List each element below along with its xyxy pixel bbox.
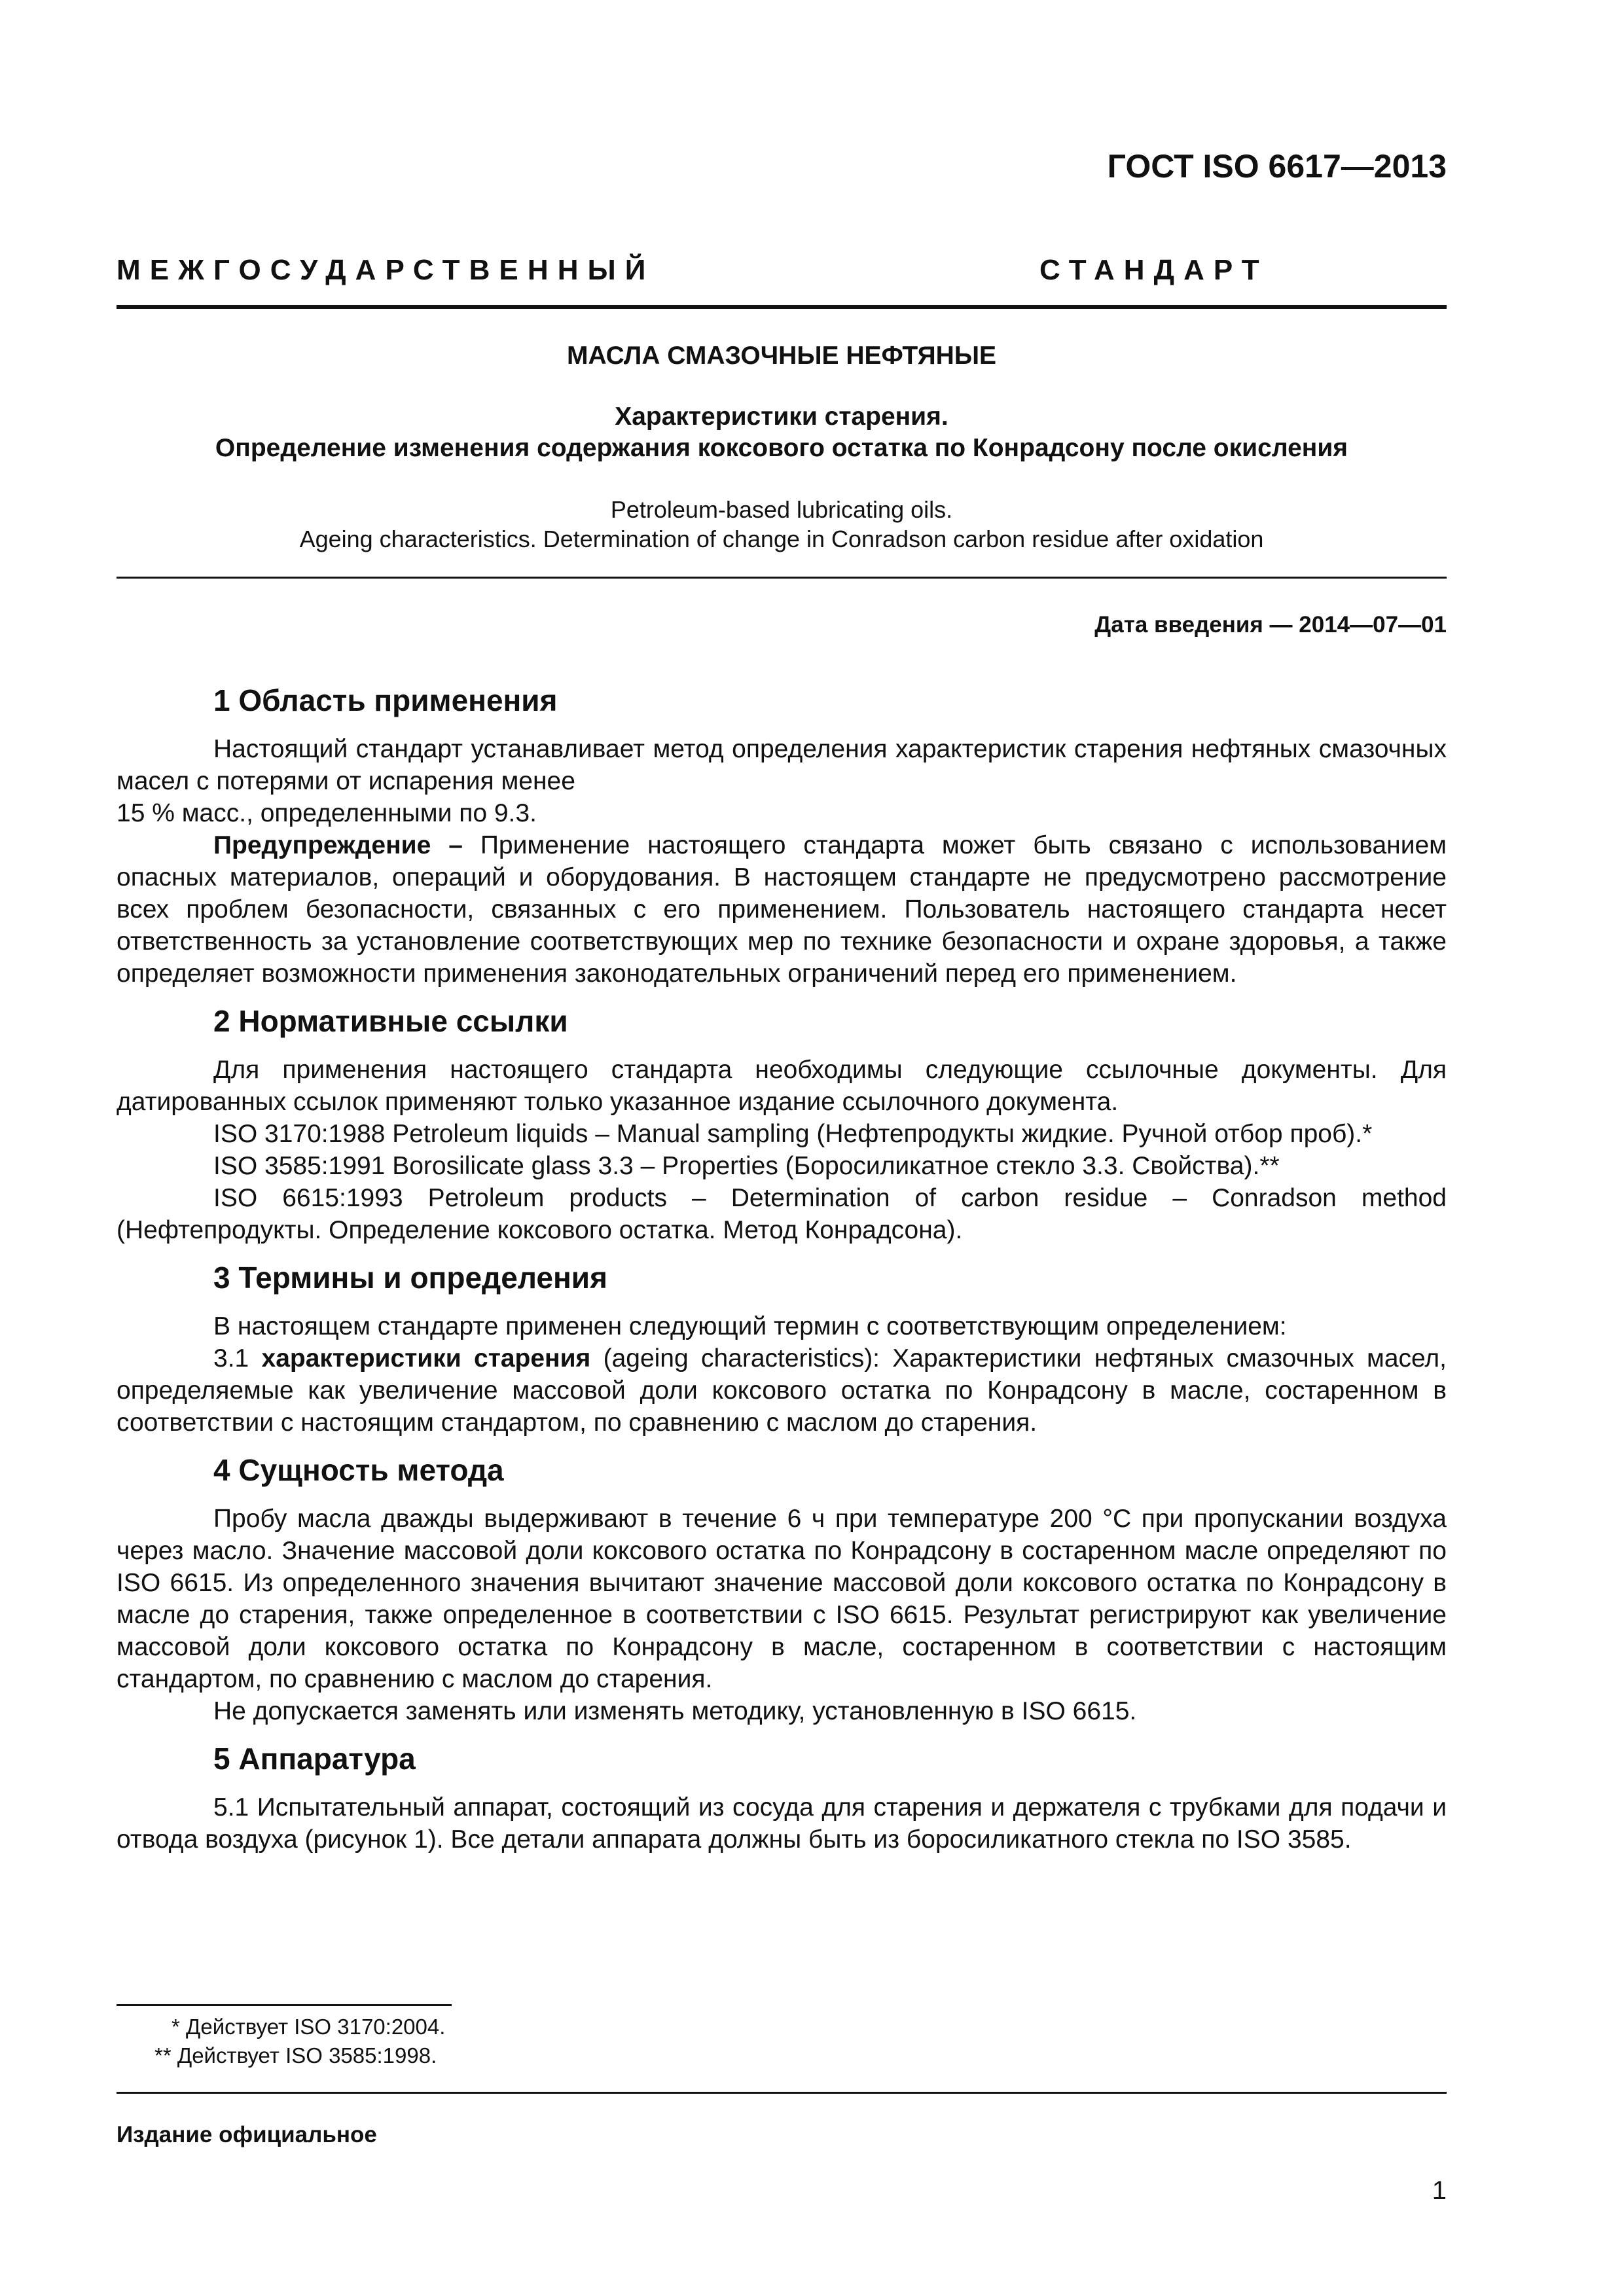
english-title-line1: Petroleum-based lubricating oils. xyxy=(610,496,953,523)
section-heading: 3 Термины и определения xyxy=(213,1261,607,1295)
standard-word: СТАНДАРТ xyxy=(1039,254,1269,286)
document-subtitle-line2: Определение изменения содержания коксового остатка по Конрадсону после окисления xyxy=(215,434,1348,462)
reference-item: ISO 6615:1993 Petroleum products – Determination of carbon residue – Conradson method (Нефтепродукты. Определение коксового остатка. Метод Конрадсона). xyxy=(117,1184,1447,1244)
section-heading: 4 Сущность метода xyxy=(213,1453,504,1487)
term-definition xyxy=(117,1342,1447,1439)
reference-item: ISO 3170:1988 Petroleum liquids – Manual sampling (Нефтепродукты жидкие. Ручной отбор проб).* xyxy=(213,1120,1373,1148)
document-title: МАСЛА СМАЗОЧНЫЕ НЕФТЯНЫЕ xyxy=(566,342,997,370)
introduction-date: Дата введения — 2014—07—01 xyxy=(1094,612,1447,637)
term-text: (ageing characteristics): Характеристики нефтяных смазочных масел, определяемые как увеличение массовой доли коксового остатка по Конрадсону в масле, состаренном в соответствии с настоящим стандартом, по сравнению с маслом до старения. xyxy=(117,1344,1447,1437)
warning-label: Предупреждение – xyxy=(213,831,463,859)
title-divider xyxy=(117,577,1447,579)
term-number: 3.1 xyxy=(213,1344,262,1372)
section-scope xyxy=(117,681,1447,990)
section-apparatus xyxy=(117,1739,1447,1856)
section-terms xyxy=(117,1258,1447,1439)
standard-code: ГОСТ ISO 6617—2013 xyxy=(1107,148,1447,185)
footnote: * Действует ISO 3170:2004. xyxy=(171,2015,446,2039)
english-title-line2: Ageing characteristics. Determination of change in Conradson carbon residue after oxidation xyxy=(299,526,1264,552)
warning-text: Применение настоящего стандарта может быть связано с использованием опасных материалов, операций и оборудования. В настоящем стандарте не предусмотрено рассмотрение всех проблем безопасности, связанных с его применением. Пользователь настоящего стандарта несет ответственность за установление соответствующих мер по технике безопасности и охране здоровья, а также определяет возможности применения законодательных ограничений перед его применением. xyxy=(117,831,1447,988)
document-body xyxy=(117,681,1447,1867)
document-subtitle-line1: Характеристики старения. xyxy=(615,403,948,431)
interstate-word: МЕЖГОСУДАРСТВЕННЫЙ xyxy=(117,254,655,286)
edition-label: Издание официальное xyxy=(117,2122,377,2147)
paragraph: 5.1 Испытательный аппарат, состоящий из сосуда для старения и держателя с трубками для подачи и отвода воздуха (рисунок 1). Все детали аппарата должны быть из боросиликатного стекла по ISO 3585. xyxy=(117,1793,1447,1854)
warning-paragraph xyxy=(117,829,1447,990)
paragraph: В настоящем стандарте применен следующий термин с соответствующим определением: xyxy=(213,1312,1287,1340)
header-divider xyxy=(117,305,1447,309)
section-heading: 2 Нормативные ссылки xyxy=(213,1004,568,1038)
footnote: ** Действует ISO 3585:1998. xyxy=(154,2043,437,2068)
paragraph: Пробу масла дважды выдерживают в течение 6 ч при температуре 200 °С при пропускании воздуха через масло. Значение массовой доли коксового остатка по Конрадсону в состаренном масле определяют по ISO 6615. Из определенного значения вычитают значение массовой доли коксового остатка по Конрадсону в масле до старения, также определенное в соответствии с ISO 6615. Результат регистрируют как увеличение массовой доли коксового остатка по Конрадсону в масле, состаренном в соответствии с настоящим стандартом, по сравнению с маслом до старения. xyxy=(117,1505,1447,1693)
paragraph: 15 % масс., определенными по 9.3. xyxy=(117,799,537,827)
reference-item: ISO 3585:1991 Borosilicate glass 3.3 – Properties (Боросиликатное стекло 3.3. Свойства).** xyxy=(213,1152,1280,1180)
section-heading: 5 Аппаратура xyxy=(213,1742,416,1776)
section-heading: 1 Область применения xyxy=(213,683,558,717)
paragraph: Для применения настоящего стандарта необходимы следующие ссылочные документы. Для датированных ссылок применяют только указанное издание ссылочного документа. xyxy=(117,1056,1447,1116)
paragraph: Настоящий стандарт устанавливает метод определения характеристик старения нефтяных смазочных масел с потерями от испарения менее xyxy=(117,735,1447,795)
section-references xyxy=(117,1001,1447,1246)
interstate-standard-heading xyxy=(117,254,1447,287)
paragraph: Не допускается заменять или изменять методику, установленную в ISO 6615. xyxy=(213,1697,1137,1725)
section-method xyxy=(117,1450,1447,1727)
page-number: 1 xyxy=(1432,2176,1447,2205)
term-name: характеристики старения xyxy=(261,1344,591,1372)
footnote-divider xyxy=(117,2004,452,2006)
footer-divider xyxy=(117,2092,1447,2094)
